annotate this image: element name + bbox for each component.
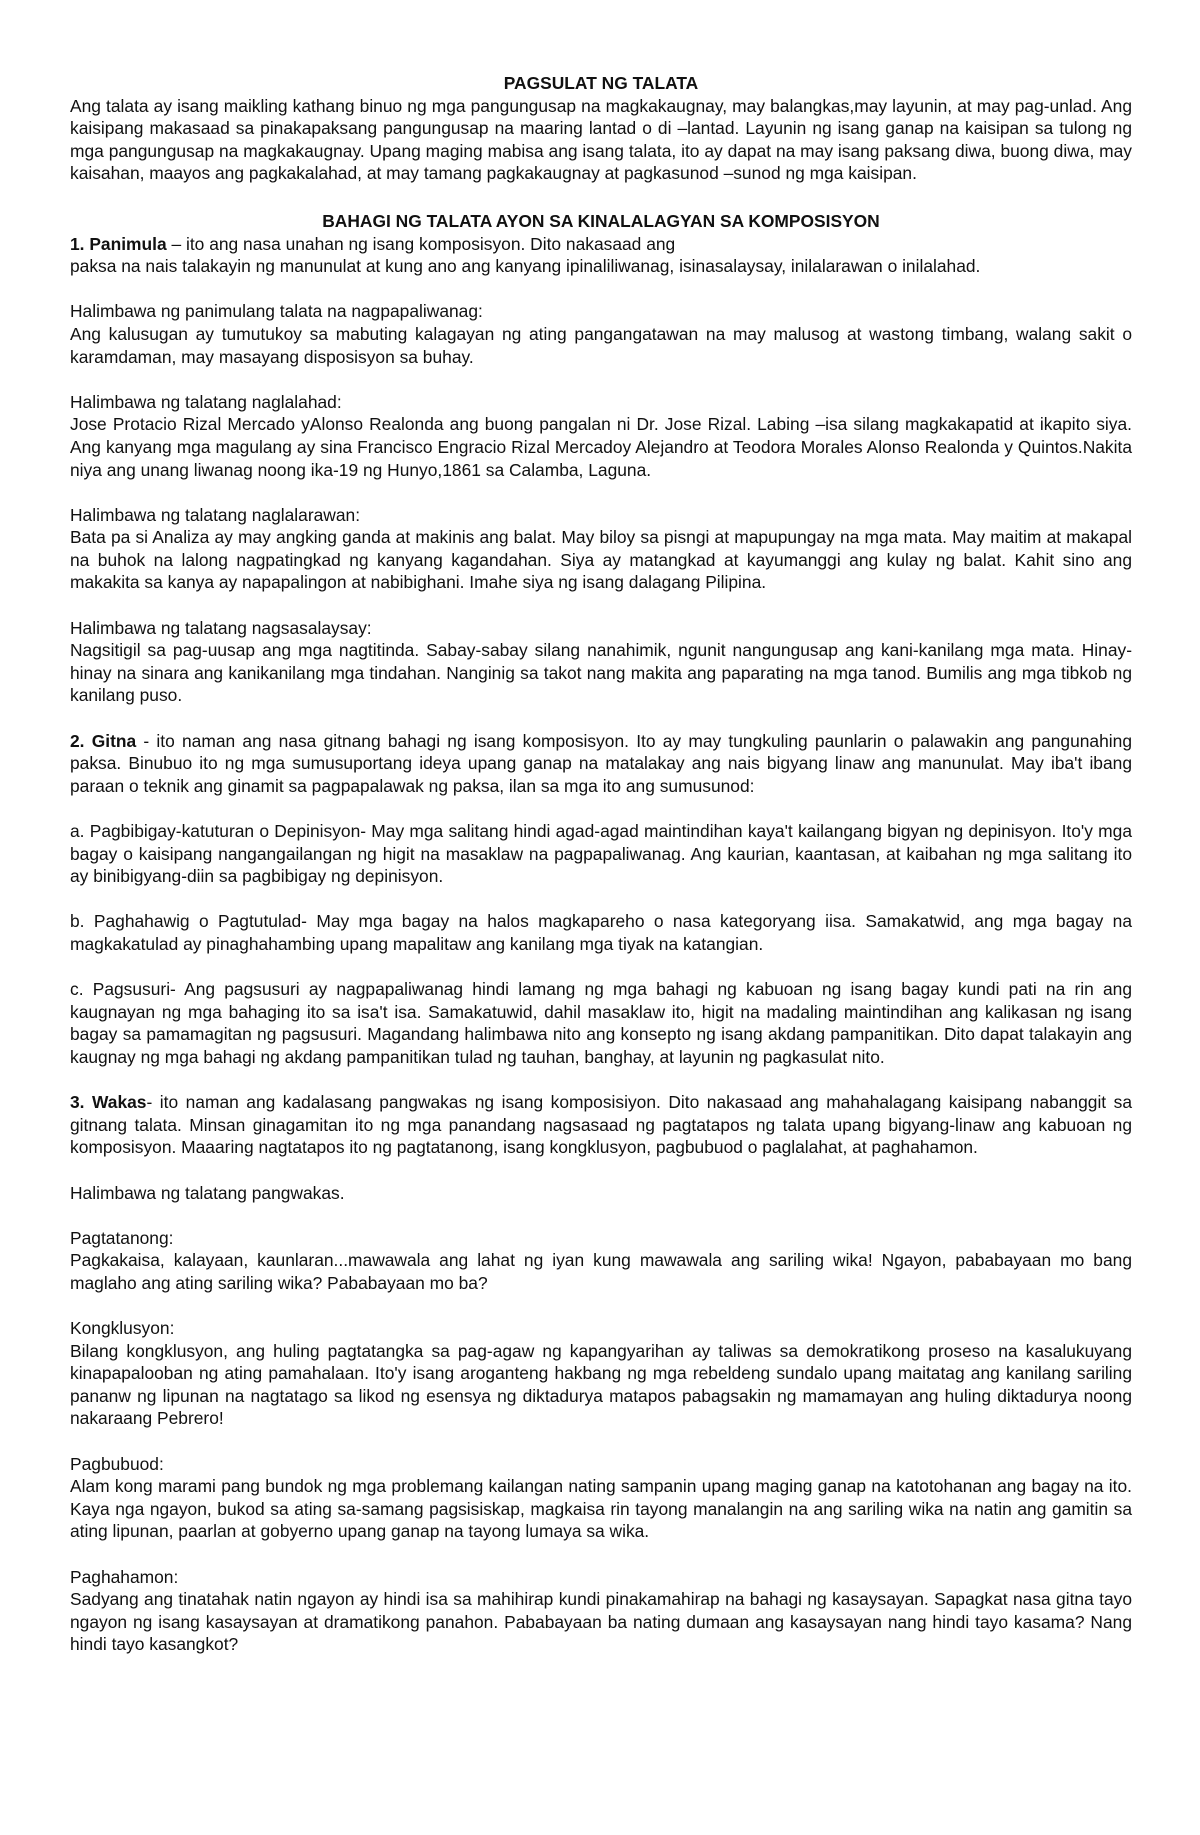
panimula-definition-cont: paksa na nais talakayin ng manunulat at kung ano ang kanyang ipinaliliwanag, isinasalaysay, inilalarawan o inilalahad. (70, 256, 981, 277)
page-title: PAGSULAT NG TALATA (503, 73, 699, 93)
example-heading: Halimbawa ng talatang naglalahad: (70, 391, 342, 412)
section-title: BAHAGI NG TALATA AYON SA KINALALAGYAN SA KOMPOSISYON (322, 210, 880, 231)
example-heading: Kongklusyon: (70, 1318, 175, 1339)
gitna-item: a. Pagbibigay-katuturan o Depinisyon- May mga salitang hindi agad-agad maintindihan kaya't kailangang bigyan ng depinisyon. Ito'y mga bagay o kaisipang nangangailangan ng higit na masaklaw na pagpapaliwanag. Ang kaurian, kaantasan, at kaibahan ng mga salitang ito ay binibigyang-diin sa pagbibigay ng depinisyon. (70, 821, 1132, 887)
gitna-label: 2. Gitna (70, 730, 137, 751)
example-heading: Halimbawa ng talatang naglalarawan: (70, 504, 361, 525)
wakas-label: 3. Wakas (70, 1092, 147, 1113)
panimula-definition (70, 233, 1132, 256)
example-heading: Halimbawa ng talatang nagsasalaysay: (70, 617, 372, 638)
example-paragraph: Alam kong marami pang bundok ng mga problemang kailangan nating sampanin upang maging ganap na katotohanan ang bagay na ito. Kaya nga ngayon, bukod sa ating sa-samang pagsisiskap, magkaisa rin tayong manalangin na ang sariling wika na natin ang gamitin sa ating lipunan, paarlan at gobyerno upang ganap na tayong lumaya sa wika. (70, 1476, 1132, 1542)
example-heading: Paghahamon: (70, 1566, 179, 1587)
gitna-text: - ito naman ang nasa gitnang bahagi ng isang komposisyon. Ito ay may tungkuling paunlarin o palawakin ang pangunahing paksa. Binubuo ito ng mga sumusuportang ideya upang ganap na matalakay ang nais bigyang linaw ang manunulat. May iba't ibang paraan o teknik ang ginamit sa pagpapalawak ng paksa, ilan sa mga ito ang sumusunod: (70, 730, 1132, 796)
wakas-definition (70, 1091, 1132, 1159)
wakas-text: - ito naman ang kadalasang pangwakas ng isang komposisiyon. Dito nakasaad ang mahahalagang kaisipang nabanggit sa gitnang talata. Minsan ginagamitan ito ng mga panandang nagsasaad ng pagtatapos ng talata upang bigyang-linaw ang kabuoan ng komposisyon. Maaaring nagtatapos ito ng pagtatanong, isang kongklusyon, pagbubuod o paglalahat, at paghahamon. (70, 1092, 1132, 1158)
panimula-label: 1. Panimula (70, 233, 167, 254)
gitna-item: b. Paghahawig o Pagtutulad- May mga bagay na halos magkapareho o nasa kategoryang iisa. Samakatwid, ang mga bagay na magkakatulad ay pinaghahambing upang mapalitaw ang kanilang mga tiyak na katangian. (70, 911, 1132, 954)
panimula-text: – ito ang nasa unahan ng isang komposisyon. Dito nakasaad ang (166, 233, 676, 254)
example-heading: Pagbubuod: (70, 1453, 164, 1474)
example-paragraph: Nagsitigil sa pag-uusap ang mga nagtitinda. Sabay-sabay silang nanahimik, ngunit nangungusap ang kani-kanilang mga mata. Hinay-hinay na sinara ang kanikanilang mga tindahan. Nanginig sa takot nang makita ang paparating na mga tanod. Bumilis ang mga tibkob ng kanilang puso. (70, 640, 1132, 706)
gitna-definition (70, 730, 1132, 798)
intro-paragraph: Ang talata ay isang maikling kathang binuo ng mga pangungusap na magkakaugnay, may balangkas,may layunin, at may pag-unlad. Ang kaisipang makasaad sa pinakapaksang pangungusap na maaring lantad o di –lantad. Layunin ng isang ganap na kaisipan sa tulong ng mga pangungusap na magkakaugnay. Upang maging mabisa ang isang talata, ito ay dapat na may isang paksang diwa, buong diwa, may kaisahan, maayos ang pagkakalahad, at may tamang pagkakaugnay at pagkasunod –sunod ng mga kaisipan. (70, 95, 1132, 184)
example-heading: Halimbawa ng panimulang talata na nagpapaliwanag: (70, 301, 483, 322)
example-paragraph: Sadyang ang tinatahak natin ngayon ay hindi isa sa mahihirap kundi pinakamahirap na bahagi ng kasaysayan. Sapagkat nasa gitna tayo ngayon ng isang kasaysayan at dramatikong panahon. Pababayaan ba nating dumaan ang kasaysayan nang hindi tayo kasama? Nang hindi tayo kasangkot? (70, 1589, 1132, 1655)
example-paragraph: Bilang kongklusyon, ang huling pagtatangka sa pag-agaw ng kapangyarihan ay taliwas sa demokratikong proseso na kasalukuyang kinapapalooban ng ating pamahalaan. Ito'y isang aroganteng hakbang ng mga rebeldeng sundalo upang maitatag ang kanilang sariling pananw ng lipunan na nagtatago sa likod ng esensya ng diktadurya matapos pabagsakin ng mamamayan ang huling diktadurya noong nakaraang Pebrero! (70, 1340, 1132, 1429)
example-paragraph: Jose Protacio Rizal Mercado yAlonso Realonda ang buong pangalan ni Dr. Jose Rizal. Labing –isa silang magkakapatid at ikapito siya. Ang kanyang mga magulang ay sina Francisco Engracio Rizal Mercadoy Alejandro at Teodora Morales Alonso Realonda y Quintos.Nakita niya ang unang liwanag noong ika-19 ng Hunyo,1861 sa Calamba, Laguna. (70, 414, 1132, 480)
example-heading: Pagtatanong: (70, 1227, 174, 1248)
gitna-item: c. Pagsusuri- Ang pagsusuri ay nagpapaliwanag hindi lamang ng mga bahagi ng kabuoan ng isang bagay kundi pati na rin ang kaugnayan ng mga bahaging ito sa isa't isa. Samakatuwid, dahil masaklaw ito, higit na madaling maintindihan ang kalikasan ng isang bagay sa pamamagitan ng pagsusuri. Magandang halimbawa nito ang konsepto ng isang akdang pampanitikan. Dito dapat talakayin ang kaugnay ng mga bahagi ng akdang pampanitikan tulad ng tauhan, banghay, at layunin ng pagkasulat nito. (70, 979, 1132, 1067)
example-paragraph: Ang kalusugan ay tumutukoy sa mabuting kalagayan ng ating pangangatawan na may malusog at wastong timbang, walang sakit o karamdaman, may masayang disposisyon sa buhay. (70, 323, 1132, 367)
wakas-examples-heading: Halimbawa ng talatang pangwakas. (70, 1182, 345, 1203)
example-paragraph: Pagkakaisa, kalayaan, kaunlaran...mawawala ang lahat ng iyan kung mawawala ang sariling wika! Ngayon, pababayaan mo bang maglaho ang ating sariling wika? Pababayaan mo ba? (70, 1250, 1132, 1293)
example-paragraph: Bata pa si Analiza ay may angking ganda at makinis ang balat. May biloy sa pisngi at mapupungay na mga mata. May maitim at makapal na buhok na lalong nagpatingkad ng kanyang kagandahan. Siya ay matangkad at kayumanggi ang kulay ng balat. Kahit sino ang makakita sa kanya ay napapalingon at nabibighani. Imahe siya ng isang dalagang Pilipina. (70, 527, 1132, 593)
